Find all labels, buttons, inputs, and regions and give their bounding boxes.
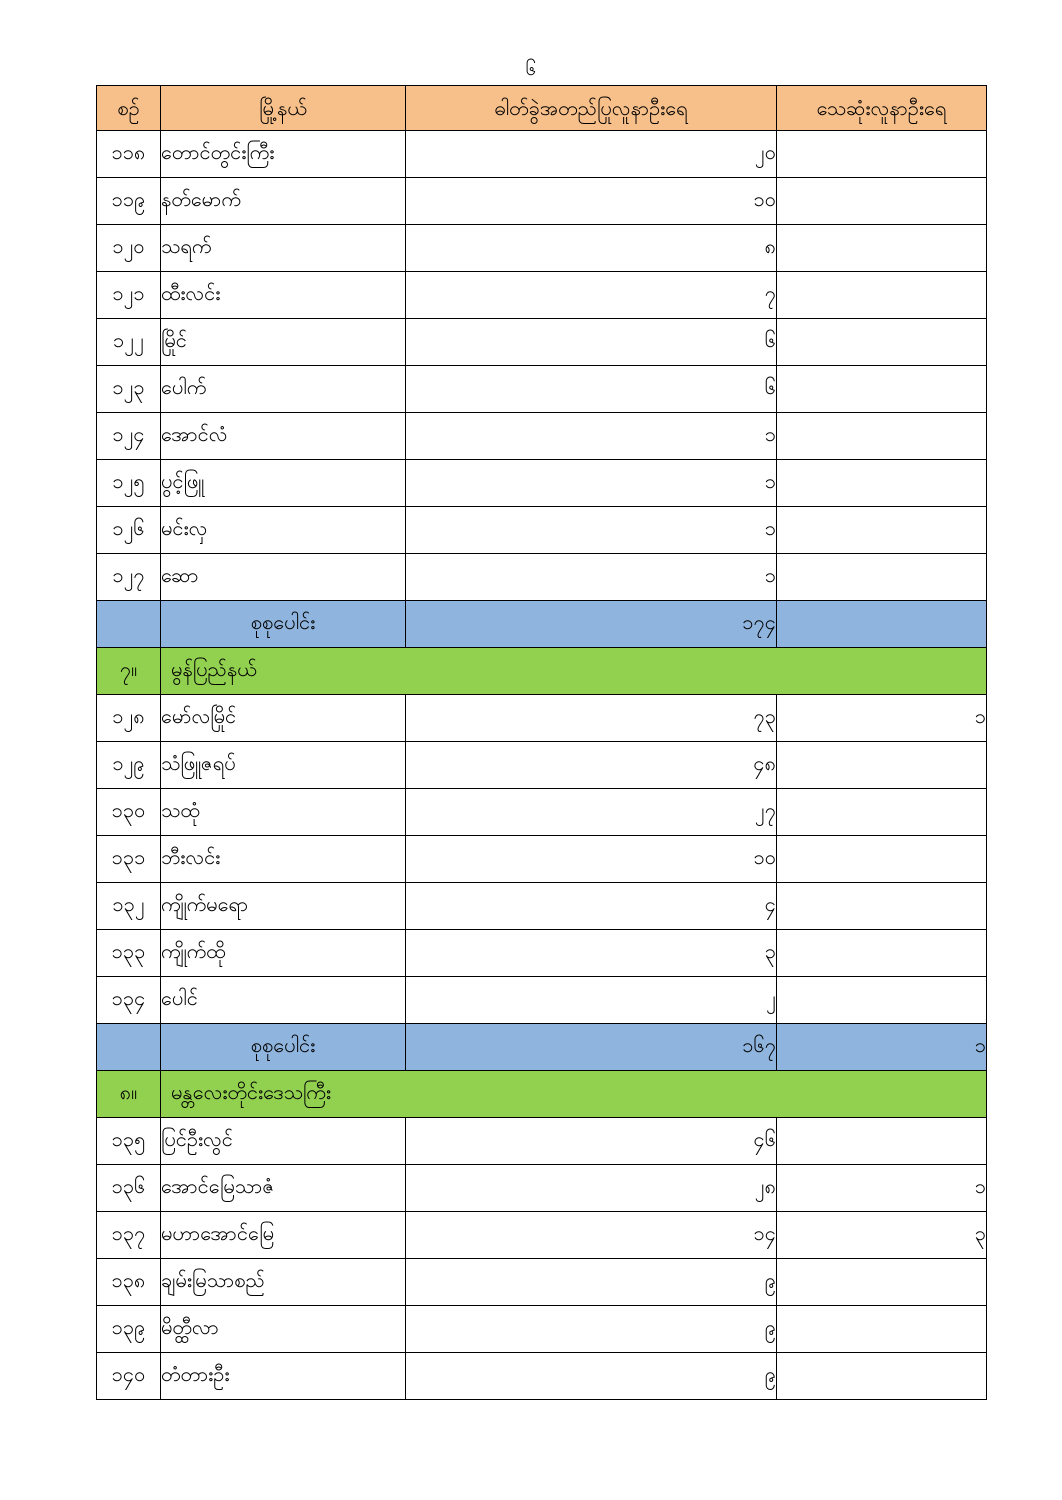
row-no: ၁၁၉ (97, 178, 161, 225)
row-confirmed: ၁၄ (406, 1212, 777, 1259)
row-no: ၁၃၄ (97, 977, 161, 1024)
row-deaths (777, 554, 987, 601)
row-no: ၁၂၄ (97, 413, 161, 460)
table-row (97, 1118, 987, 1165)
row-deaths (777, 836, 987, 883)
row-deaths (777, 1353, 987, 1400)
row-deaths: ၁ (777, 1165, 987, 1212)
row-township: မြိုင် (161, 319, 406, 366)
row-confirmed: ၄၆ (406, 1118, 777, 1165)
table-row (97, 319, 987, 366)
state-name: မွန်ပြည်နယ် (161, 648, 987, 695)
row-deaths (777, 1306, 987, 1353)
table-row (97, 554, 987, 601)
row-deaths (777, 272, 987, 319)
row-deaths (777, 225, 987, 272)
table-row (97, 225, 987, 272)
row-confirmed: ၁ (406, 507, 777, 554)
row-township: သထုံ (161, 789, 406, 836)
row-confirmed: ၁၀ (406, 836, 777, 883)
table-row (97, 507, 987, 554)
row-deaths (777, 1259, 987, 1306)
row-confirmed: ၁ (406, 460, 777, 507)
row-deaths (777, 319, 987, 366)
row-no: ၁၃၂ (97, 883, 161, 930)
row-no: ၁၂၆ (97, 507, 161, 554)
row-no: ၁၄၀ (97, 1353, 161, 1400)
row-no: ၁၃၇ (97, 1212, 161, 1259)
total-no (97, 601, 161, 648)
row-township: ပေါက် (161, 366, 406, 413)
row-township: ပြင်ဦးလွင် (161, 1118, 406, 1165)
table-state-row (97, 648, 987, 695)
table-row (97, 836, 987, 883)
row-township: ထီးလင်း (161, 272, 406, 319)
total-label: စုစုပေါင်း (161, 1024, 406, 1071)
row-no: ၁၂၃ (97, 366, 161, 413)
table-row (97, 1306, 987, 1353)
row-confirmed: ၂၇ (406, 789, 777, 836)
row-confirmed: ၉ (406, 1259, 777, 1306)
state-no: ၇။ (97, 648, 161, 695)
table-row (97, 272, 987, 319)
row-no: ၁၃၃ (97, 930, 161, 977)
table-row (97, 1353, 987, 1400)
row-deaths (777, 178, 987, 225)
row-confirmed: ၆ (406, 319, 777, 366)
total-no (97, 1024, 161, 1071)
table-row (97, 789, 987, 836)
state-name: မန္တလေးတိုင်းဒေသကြီး (161, 1071, 987, 1118)
row-no: ၁၃၈ (97, 1259, 161, 1306)
row-no: ၁၃၁ (97, 836, 161, 883)
row-no: ၁၂၂ (97, 319, 161, 366)
total-deaths (777, 601, 987, 648)
header-cell-deaths: သေဆုံးလူနာဦးရေ (777, 86, 987, 131)
header-cell-no: စဉ် (97, 86, 161, 131)
row-township: ပေါင် (161, 977, 406, 1024)
row-confirmed: ၁ (406, 413, 777, 460)
table-total-row (97, 1024, 987, 1071)
total-confirmed: ၁၆၇ (406, 1024, 777, 1071)
row-deaths: ၃ (777, 1212, 987, 1259)
row-township: တံတားဦး (161, 1353, 406, 1400)
row-no: ၁၁၈ (97, 131, 161, 178)
row-township: နတ်မောက် (161, 178, 406, 225)
row-township: ပွင့်ဖြူ (161, 460, 406, 507)
table-row (97, 695, 987, 742)
header-cell-confirmed: ဓါတ်ခွဲအတည်ပြုလူနာဦးရေ (406, 86, 777, 131)
row-deaths (777, 460, 987, 507)
row-deaths (777, 977, 987, 1024)
row-confirmed: ၄ (406, 883, 777, 930)
row-no: ၁၃၅ (97, 1118, 161, 1165)
table-row (97, 413, 987, 460)
total-deaths: ၁ (777, 1024, 987, 1071)
row-confirmed: ၄၈ (406, 742, 777, 789)
table-header-row (97, 86, 987, 131)
row-township: မဟာအောင်မြေ (161, 1212, 406, 1259)
row-no: ၁၂၁ (97, 272, 161, 319)
table-body (97, 86, 987, 1400)
table-row (97, 131, 987, 178)
row-no: ၁၃၀ (97, 789, 161, 836)
row-confirmed: ၃ (406, 930, 777, 977)
row-township: အောင်လံ (161, 413, 406, 460)
covid-township-table (96, 85, 987, 1400)
row-deaths: ၁ (777, 695, 987, 742)
row-deaths (777, 789, 987, 836)
table-row (97, 977, 987, 1024)
row-confirmed: ၂၀ (406, 131, 777, 178)
total-label: စုစုပေါင်း (161, 601, 406, 648)
row-deaths (777, 507, 987, 554)
row-confirmed: ၇ (406, 272, 777, 319)
row-township: ဘီးလင်း (161, 836, 406, 883)
row-no: ၁၂၇ (97, 554, 161, 601)
row-township: မော်လမြိုင် (161, 695, 406, 742)
row-township: သရက် (161, 225, 406, 272)
row-deaths (777, 883, 987, 930)
row-township: ချမ်းမြသာစည် (161, 1259, 406, 1306)
row-deaths (777, 742, 987, 789)
page-number: ၆ (525, 58, 537, 80)
row-township: သံဖြူဇရပ် (161, 742, 406, 789)
row-deaths (777, 1118, 987, 1165)
row-no: ၁၂၅ (97, 460, 161, 507)
row-township: ဆော (161, 554, 406, 601)
row-township: တောင်တွင်းကြီး (161, 131, 406, 178)
row-deaths (777, 930, 987, 977)
row-no: ၁၂၉ (97, 742, 161, 789)
table-total-row (97, 601, 987, 648)
table-row (97, 883, 987, 930)
row-confirmed: ၉ (406, 1306, 777, 1353)
row-township: မိတ္ထီလာ (161, 1306, 406, 1353)
row-confirmed: ၇၃ (406, 695, 777, 742)
total-confirmed: ၁၇၄ (406, 601, 777, 648)
table-row (97, 366, 987, 413)
row-no: ၁၂၈ (97, 695, 161, 742)
row-confirmed: ၆ (406, 366, 777, 413)
table-state-row (97, 1071, 987, 1118)
header-cell-township: မြို့နယ် (161, 86, 406, 131)
row-deaths (777, 413, 987, 460)
row-township: အောင်မြေသာဇံ (161, 1165, 406, 1212)
table-row (97, 1165, 987, 1212)
row-confirmed: ၈ (406, 225, 777, 272)
row-no: ၁၂၀ (97, 225, 161, 272)
row-no: ၁၃၆ (97, 1165, 161, 1212)
row-no: ၁၃၉ (97, 1306, 161, 1353)
table-row (97, 178, 987, 225)
row-township: မင်းလှ (161, 507, 406, 554)
row-confirmed: ၁ (406, 554, 777, 601)
row-confirmed: ၂၈ (406, 1165, 777, 1212)
row-confirmed: ၂ (406, 977, 777, 1024)
row-confirmed: ၁၀ (406, 178, 777, 225)
row-township: ကျိုက်မရော (161, 883, 406, 930)
row-township: ကျိုက်ထို (161, 930, 406, 977)
table-row (97, 742, 987, 789)
row-deaths (777, 366, 987, 413)
table-row (97, 930, 987, 977)
row-confirmed: ၉ (406, 1353, 777, 1400)
table-row (97, 1259, 987, 1306)
table-row (97, 460, 987, 507)
table-row (97, 1212, 987, 1259)
row-deaths (777, 131, 987, 178)
state-no: ၈။ (97, 1071, 161, 1118)
